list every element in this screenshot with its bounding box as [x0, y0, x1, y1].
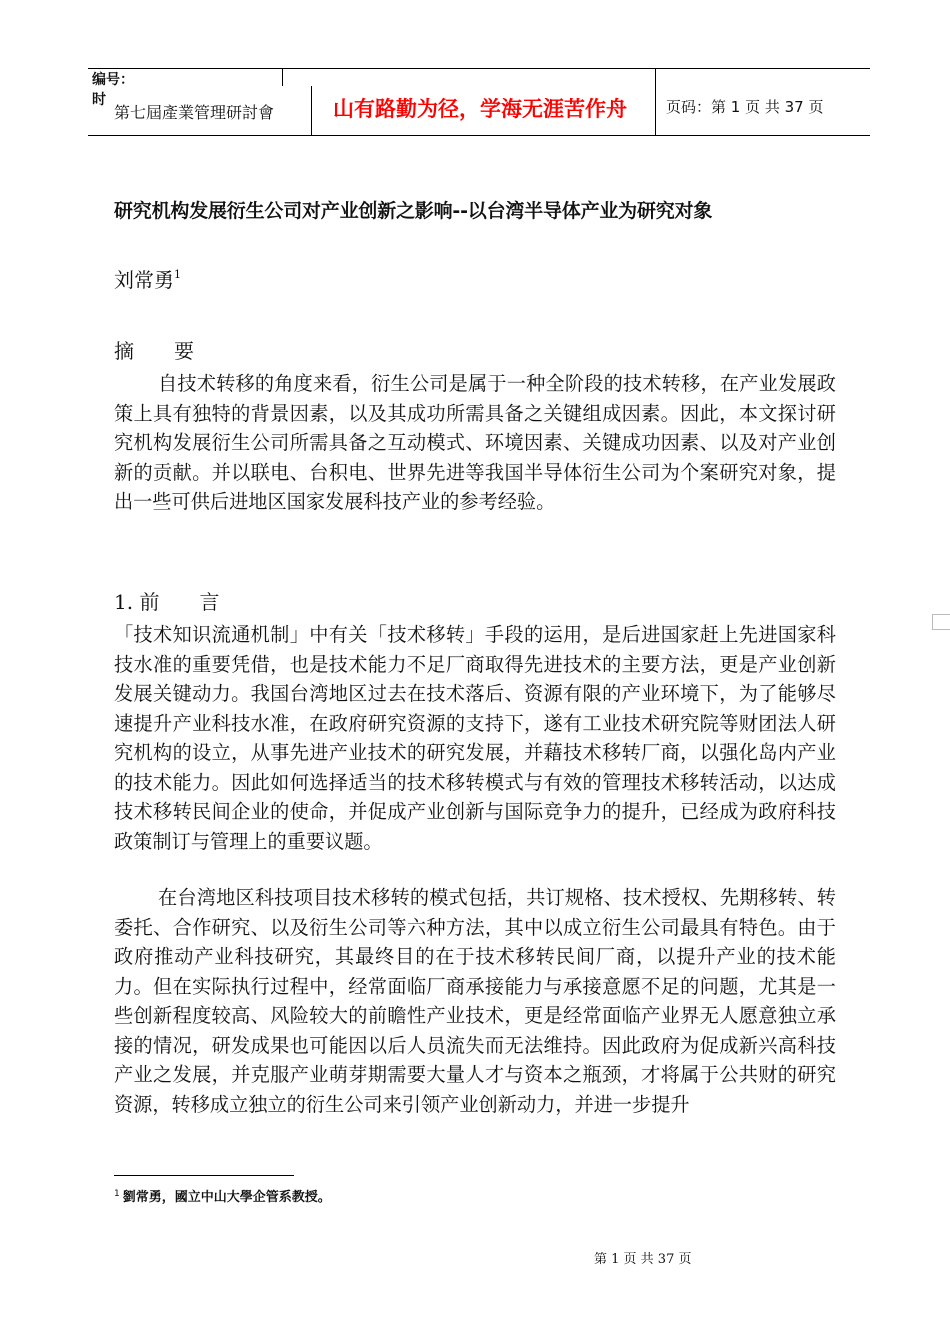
page-footer: 第 1 页 共 37 页 — [594, 1252, 692, 1267]
header-page-info: 页码：第 1 页 共 37 页 — [666, 98, 824, 116]
header-divider — [282, 68, 283, 86]
header-top-rule — [88, 68, 870, 69]
header-divider — [311, 86, 312, 135]
footnote — [114, 1186, 331, 1205]
page-title: 研究机构发展衍生公司对产业创新之影响--以台湾半导体产业为研究对象 — [114, 200, 713, 222]
abstract-paragraph: 自技术转移的角度来看，衍生公司是属于一种全阶段的技术转移，在产业发展政策上具有独特的背景因素，以及其成功所需具备之关键组成因素。因此，本文探讨研究机构发展衍生公司所需具备之互动模式、环境因素、关键成功因素、以及对产业创新的贡献。并以联电、台积电、世界先进等我国半导体衍生公司为个案研究对象，提出一些可供后进地区国家发展科技产业的参考经验。 — [114, 372, 836, 513]
header-motto: 山有路勤为径，学海无涯苦作舟 — [333, 97, 627, 121]
author-footnote-mark: 1 — [174, 268, 181, 281]
header-id-label: 编号： — [92, 72, 134, 88]
header-divider — [655, 68, 656, 135]
header-bottom-rule — [88, 135, 870, 136]
margin-comment-marker[interactable] — [932, 614, 950, 630]
footnote-text: 劉常勇，國立中山大學企管系教授。 — [122, 1190, 331, 1205]
header-conference: 第七屆產業管理研討會 — [114, 103, 275, 122]
header-time-label: 时 — [92, 92, 106, 108]
footnote-rule — [114, 1175, 294, 1176]
author-text: 刘常勇 — [114, 268, 174, 292]
author-name — [114, 264, 181, 293]
abstract-heading: 摘 要 — [114, 339, 194, 363]
section-paragraph: 在台湾地区科技项目技术移转的模式包括，共订规格、技术授权、先期移转、转委托、合作研究、以及衍生公司等六种方法，其中以成立衍生公司最具有特色。由于政府推动产业科技研究，其最终目的在于技术移转民间厂商，以提升产业的技术能力。但在实际执行过程中，经常面临厂商承接能力与承接意愿不足的问题，尤其是一些创新程度较高、风险较大的前瞻性产业技术，更是经常面临产业界无人愿意独立承接的情况，研发成果也可能因以后人员流失而无法维持。因此政府为促成新兴高科技产业之发展，并克服产业萌芽期需要大量人才与资本之瓶颈，才将属于公共财的研究资源，转移成立独立的衍生公司来引领产业创新动力，并进一步提升 — [114, 886, 836, 1116]
section-paragraph: 「技术知识流通机制」中有关「技术移转」手段的运用，是后进国家赶上先进国家科技水准的重要凭借，也是技术能力不足厂商取得先进技术的主要方法，更是产业创新发展关键动力。我国台湾地区过去在技术落后、资源有限的产业环境下，为了能够尽速提升产业科技水准，在政府研究资源的支持下，遂有工业技术研究院等财团法人研究机构的设立，从事先进产业技术的研究发展，并藉技术移转厂商，以强化岛内产业的技术能力。因此如何选择适当的技术移转模式与有效的管理技术移转活动，以达成技术移转民间企业的使命，并促成产业创新与国际竞争力的提升，已经成为政府科技政策制订与管理上的重要议题。 — [114, 623, 836, 853]
section-heading: 1. 前 言 — [114, 590, 220, 614]
footnote-mark: 1 — [114, 1189, 120, 1199]
